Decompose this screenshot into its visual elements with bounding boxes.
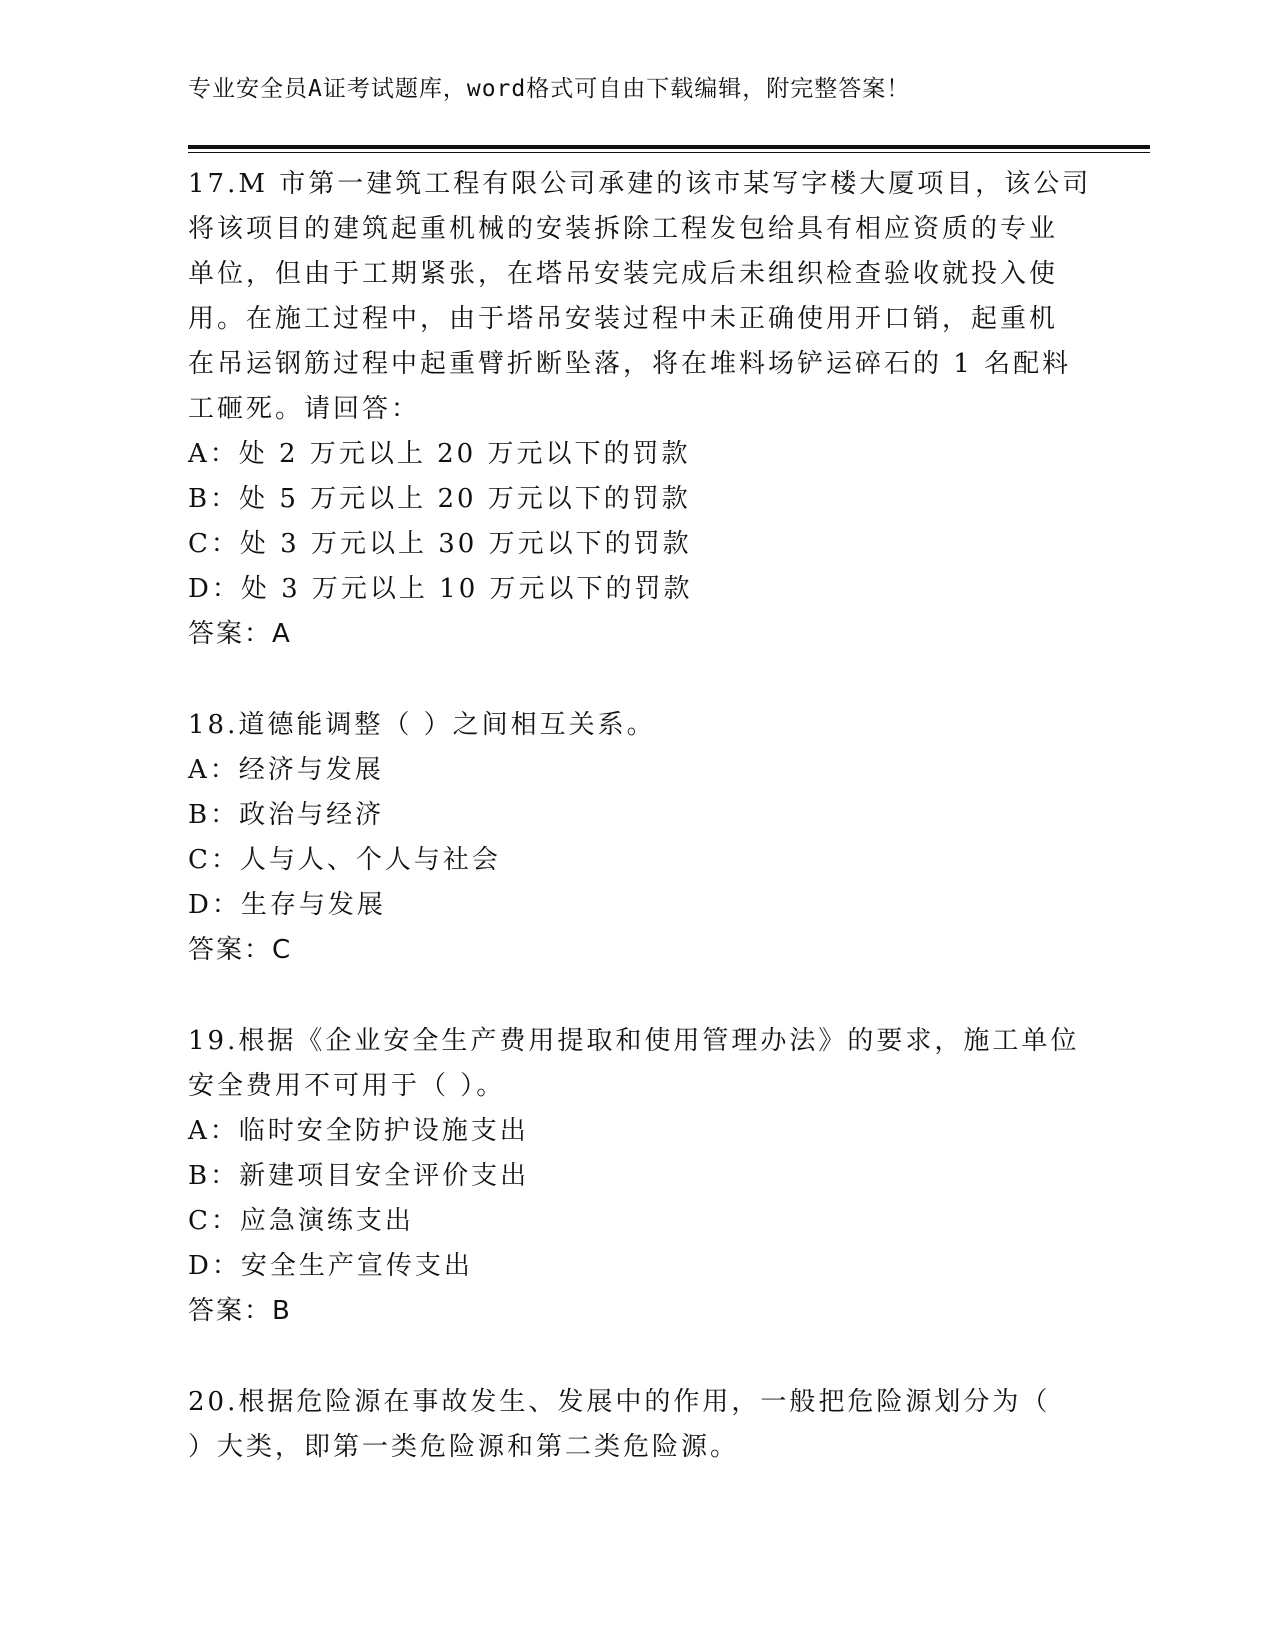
header-rule-thick xyxy=(188,145,1150,149)
question-18 xyxy=(188,703,1088,973)
option-b: B：新建项目安全评价支出 xyxy=(188,1161,530,1191)
question-17 xyxy=(188,162,1092,657)
header-rule-thin xyxy=(188,152,1150,153)
question-text-line: 在吊运钢筋过程中起重臂折断坠落，将在堆料场铲运碎石的 1 名配料 xyxy=(188,349,1072,379)
option-c: C：人与人、个人与社会 xyxy=(188,845,501,875)
question-19 xyxy=(188,1019,1088,1334)
question-text-line: 17.M 市第一建筑工程有限公司承建的该市某写字楼大厦项目，该公司 xyxy=(188,169,1092,199)
answer: 答案：B xyxy=(188,1296,292,1326)
question-list xyxy=(188,162,1092,1470)
option-a: A：处 2 万元以上 20 万元以下的罚款 xyxy=(188,439,691,469)
question-text-line: ）大类，即第一类危险源和第二类危险源。 xyxy=(188,1432,740,1462)
answer: 答案：C xyxy=(188,935,293,965)
question-text-line: 用。在施工过程中，由于塔吊安装过程中未正确使用开口销，起重机 xyxy=(188,304,1059,334)
spacer xyxy=(188,657,1088,703)
spacer xyxy=(188,973,1088,1019)
question-text-line: 19.根据《企业安全生产费用提取和使用管理办法》的要求，施工单位 xyxy=(188,1026,1080,1056)
page-header: 专业安全员A证考试题库，word格式可自由下载编辑，附完整答案！ xyxy=(188,76,911,102)
option-a: A：经济与发展 xyxy=(188,755,384,785)
spacer xyxy=(188,1334,1088,1380)
answer: 答案：A xyxy=(188,619,292,649)
question-text-line: 安全费用不可用于（ ）。 xyxy=(188,1071,506,1101)
question-text-line: 18.道德能调整（ ）之间相互关系。 xyxy=(188,710,656,740)
question-text-line: 单位，但由于工期紧张，在塔吊安装完成后未组织检查验收就投入使 xyxy=(188,259,1059,289)
option-b: B：处 5 万元以上 20 万元以下的罚款 xyxy=(188,484,691,514)
question-text-line: 将该项目的建筑起重机械的安装拆除工程发包给具有相应资质的专业 xyxy=(188,214,1059,244)
option-c: C：处 3 万元以上 30 万元以下的罚款 xyxy=(188,529,692,559)
option-b: B：政治与经济 xyxy=(188,800,385,830)
question-text-line: 工砸死。请回答： xyxy=(188,394,421,424)
option-d: D：处 3 万元以上 10 万元以下的罚款 xyxy=(188,574,693,604)
question-text-line: 20.根据危险源在事故发生、发展中的作用，一般把危险源划分为（ xyxy=(188,1387,1051,1417)
option-d: D：生存与发展 xyxy=(188,890,386,920)
option-c: C：应急演练支出 xyxy=(188,1206,414,1236)
question-20 xyxy=(188,1380,1088,1470)
option-a: A：临时安全防护设施支出 xyxy=(188,1116,529,1146)
option-d: D：安全生产宣传支出 xyxy=(188,1251,473,1281)
